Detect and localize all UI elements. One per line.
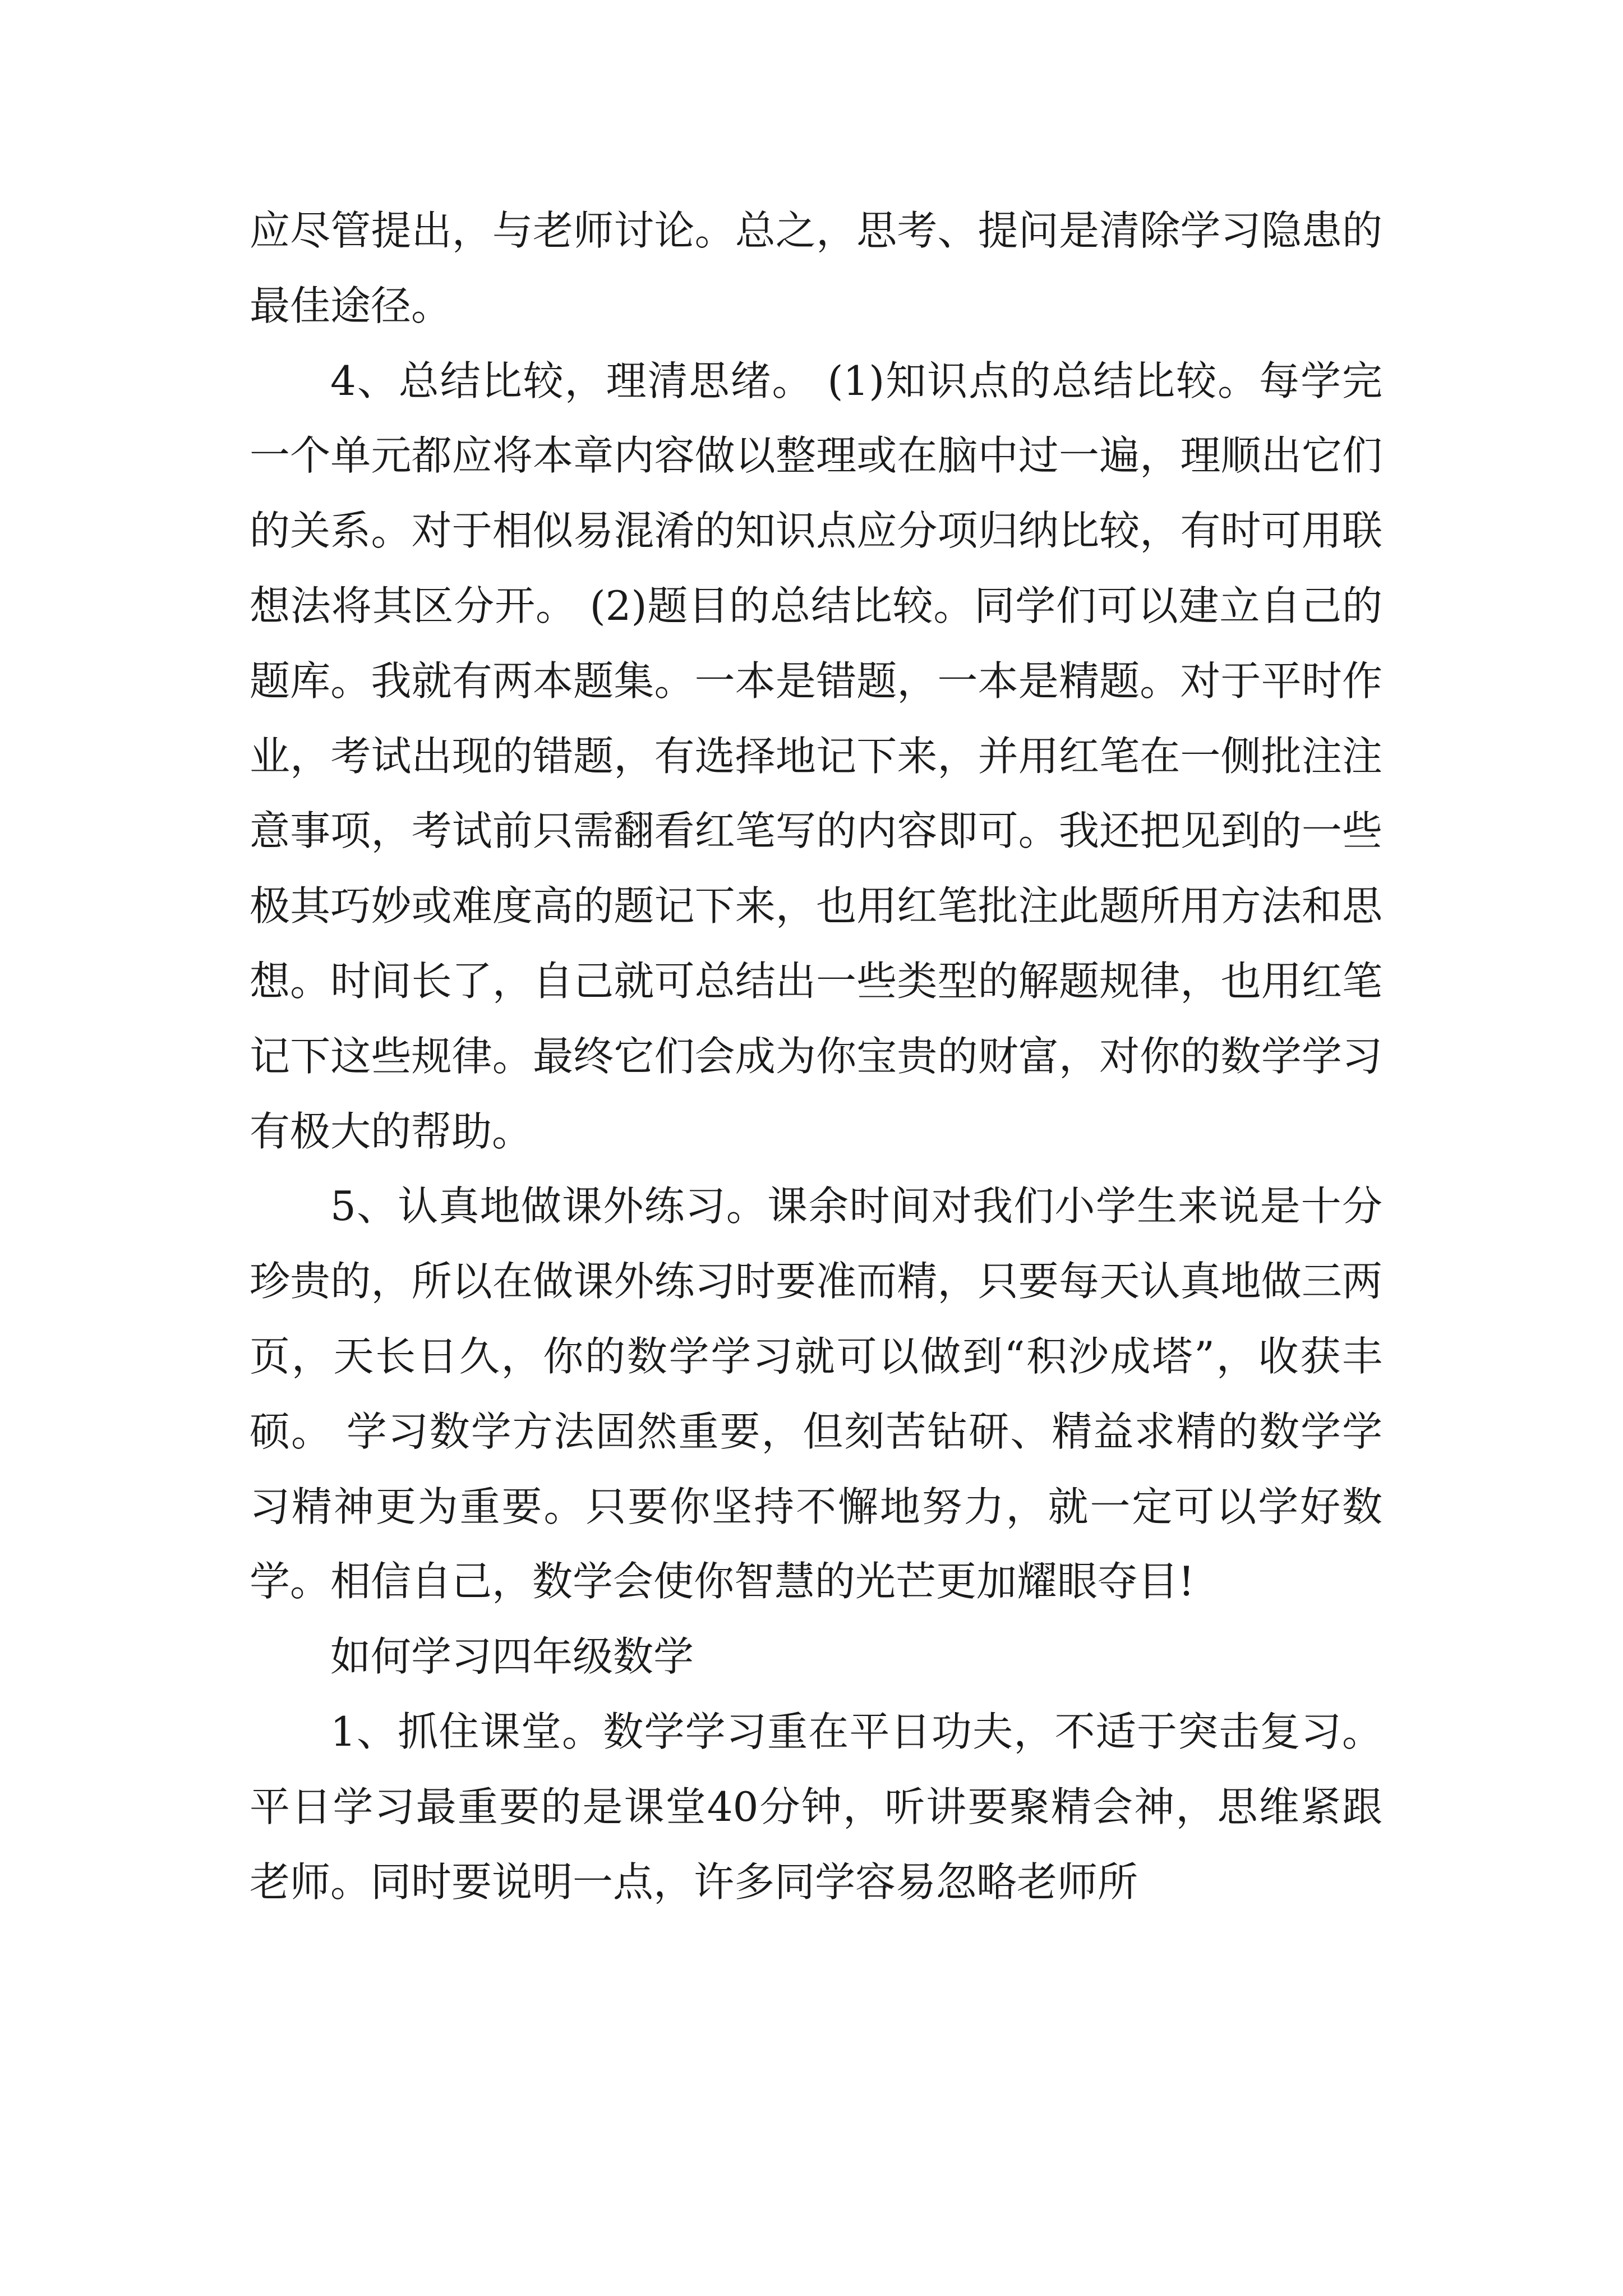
body-text: [250, 194, 1382, 1920]
paragraph-point-4: 4、总结比较，理清思绪。 (1)知识点的总结比较。每学完一个单元都应将本章内容做以整理或在脑中过一遍，理顺出它们的关系。对于相似易混淆的知识点应分项归纳比较，有时可用联想法将其区分开。 (2)题目的总结比较。同学们可以建立自己的题库。我就有两本题集。一本是错题，一本是精题。对于平时作业，考试出现的错题，有选择地记下来，并用红笔在一侧批注注意事项，考试前只需翻看红笔写的内容即可。我还把见到的一些极其巧妙或难度高的题记下来，也用红笔批注此题所用方法和思想。时间长了，自己就可总结出一些类型的解题规律，也用红笔记下这些规律。最终它们会成为你宝贵的财富，对你的数学学习有极大的帮助。: [250, 357, 1382, 1155]
paragraph-point-5: 5、认真地做课外练习。课余时间对我们小学生来说是十分珍贵的，所以在做课外练习时要准而精，只要每天认真地做三两页，天长日久，你的数学学习就可以做到“积沙成塔”，收获丰硕。 学习数学方法固然重要，但刻苦钻研、精益求精的数学学习精神更为重要。只要你坚持不懈地努力，就一定可以学好数学。相信自己，数学会使你智慧的光芒更加耀眼夺目!: [250, 1182, 1382, 1605]
section-heading: 如何学习四年级数学: [330, 1633, 694, 1681]
paragraph-point-1: 1、抓住课堂。数学学习重在平日功夫，不适于突击复习。平日学习最重要的是课堂40分钟，听讲要聚精会神，思维紧跟老师。同时要说明一点，许多同学容易忽略老师所: [250, 1708, 1382, 1906]
paragraph-continuation: 应尽管提出，与老师讨论。总之，思考、提问是清除学习隐患的最佳途径。: [250, 207, 1382, 329]
